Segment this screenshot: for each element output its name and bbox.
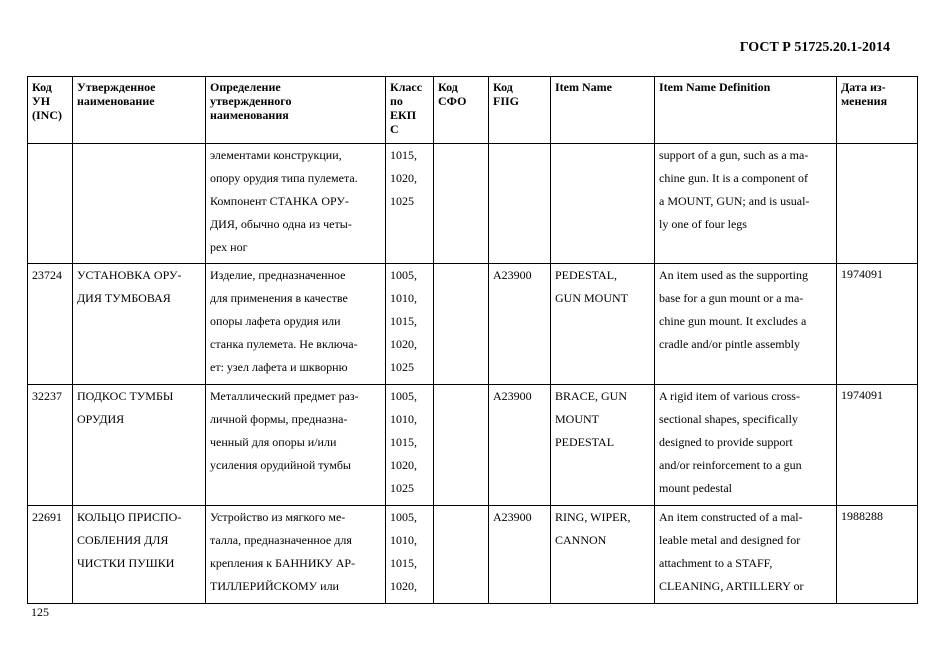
cell-name xyxy=(73,144,206,264)
header-item-def xyxy=(655,77,837,144)
header-line: по xyxy=(390,94,403,108)
header-line: Код xyxy=(438,80,458,94)
cell-definition xyxy=(206,144,386,264)
cell-line: a MOUNT, GUN; and is usual- xyxy=(659,194,810,208)
cell-text: A23900 xyxy=(493,389,532,403)
cell-line: chine gun mount. It excludes a xyxy=(659,314,807,328)
document-standard-title: ГОСТ Р 51725.20.1-2014 xyxy=(739,40,890,55)
cell-line: mount pedestal xyxy=(659,481,732,495)
cell-line: усиления орудийной тумбы xyxy=(210,458,351,472)
cell-line: Металлический предмет раз- xyxy=(210,389,359,403)
cell-line: опору орудия типа пулемета. xyxy=(210,171,358,185)
cell-line: 1010, xyxy=(390,291,417,305)
cell-definition xyxy=(206,264,386,385)
cell-fiig xyxy=(489,144,551,264)
cell-line: CANNON xyxy=(555,533,607,547)
cell-line: Изделие, предназначенное xyxy=(210,268,346,282)
cell-line: 1020, xyxy=(390,458,417,472)
cell-definition xyxy=(206,385,386,506)
cell-line: 1020, xyxy=(390,171,417,185)
cell-line: PEDESTAL, xyxy=(555,268,618,282)
cell-line: sectional shapes, specifically xyxy=(659,412,798,426)
cell-text: A23900 xyxy=(493,268,532,282)
header-line: Код xyxy=(32,80,52,94)
cell-fiig xyxy=(489,385,551,506)
cell-item-def xyxy=(655,506,837,604)
header-sfo xyxy=(434,77,489,144)
cell-name xyxy=(73,264,206,385)
cell-sfo xyxy=(434,264,489,385)
page-number: 125 xyxy=(31,605,49,619)
cell-line: 1015, xyxy=(390,314,417,328)
cell-line: опоры лафета орудия или xyxy=(210,314,341,328)
header-line: ЕКП xyxy=(390,108,417,122)
cell-inc xyxy=(28,144,73,264)
cell-line: ЧИСТКИ ПУШКИ xyxy=(77,556,175,570)
cell-line: attachment to a STAFF, xyxy=(659,556,773,570)
cell-text: 32237 xyxy=(32,389,62,403)
cell-line: An item used as the supporting xyxy=(659,268,808,282)
cell-text: A23900 xyxy=(493,510,532,524)
cell-line: leable metal and designed for xyxy=(659,533,801,547)
header-class xyxy=(386,77,434,144)
header-line: Item Name Definition xyxy=(659,80,771,94)
header-date xyxy=(837,77,918,144)
cell-line: ет: узел лафета и шкворню xyxy=(210,360,348,374)
cell-date xyxy=(837,506,918,604)
cell-line: ченный для опоры и/или xyxy=(210,435,337,449)
cell-sfo xyxy=(434,385,489,506)
header-line: Класс xyxy=(390,80,423,94)
cell-line: ПОДКОС ТУМБЫ xyxy=(77,389,174,403)
cell-text: 22691 xyxy=(32,510,62,524)
cell-line: ДИЯ, обычно одна из четы- xyxy=(210,217,352,231)
cell-line: крепления к БАННИКУ АР- xyxy=(210,556,356,570)
cell-line: ly one of four legs xyxy=(659,217,747,231)
header-line: утвержденного xyxy=(210,94,292,108)
cell-date xyxy=(837,385,918,506)
cell-line: 1005, xyxy=(390,510,417,524)
cell-line: СОБЛЕНИЯ ДЛЯ xyxy=(77,533,169,547)
table-row xyxy=(28,264,918,385)
header-line: Код xyxy=(493,80,513,94)
cell-line: PEDESTAL xyxy=(555,435,615,449)
header-name xyxy=(73,77,206,144)
cell-line: талла, предназначенное для xyxy=(210,533,352,547)
cell-line: 1025 xyxy=(390,194,414,208)
cell-line: designed to provide support xyxy=(659,435,793,449)
header-line: Item Name xyxy=(555,80,612,94)
cell-text: 1988288 xyxy=(841,509,883,523)
header-line: УН xyxy=(32,94,51,108)
cell-line: 1020, xyxy=(390,579,417,593)
cell-line: 1015, xyxy=(390,148,417,162)
cell-class xyxy=(386,264,434,385)
header-inc xyxy=(28,77,73,144)
cell-line: ТИЛЛЕРИЙСКОМУ или xyxy=(210,579,339,593)
cell-line: chine gun. It is a component of xyxy=(659,171,808,185)
cell-date xyxy=(837,144,918,264)
cell-line: УСТАНОВКА ОРУ- xyxy=(77,268,182,282)
cell-line: ДИЯ ТУМБОВАЯ xyxy=(77,291,171,305)
cell-line: support of a gun, such as a ma- xyxy=(659,148,809,162)
cell-line: 1020, xyxy=(390,337,417,351)
cell-item-name xyxy=(551,264,655,385)
cell-definition xyxy=(206,506,386,604)
cell-line: A rigid item of various cross- xyxy=(659,389,800,403)
cell-line: 1010, xyxy=(390,533,417,547)
header-line: (INC) xyxy=(32,108,62,122)
header-line: Дата из- xyxy=(841,80,886,94)
cell-line: 1015, xyxy=(390,556,417,570)
cell-text: 1974091 xyxy=(841,267,883,281)
cell-line: base for a gun mount or a ma- xyxy=(659,291,804,305)
cell-line: MOUNT xyxy=(555,412,599,426)
header-line: Определение xyxy=(210,80,281,94)
cell-fiig xyxy=(489,506,551,604)
cell-line: An item constructed of a mal- xyxy=(659,510,803,524)
cell-line: CLEANING, ARTILLERY or xyxy=(659,579,804,593)
header-line: FIIG xyxy=(493,94,520,108)
cell-line: станка пулемета. Не включа- xyxy=(210,337,358,351)
cell-sfo xyxy=(434,506,489,604)
header-line: наименования xyxy=(210,108,289,122)
cell-line: and/or reinforcement to a gun xyxy=(659,458,802,472)
cell-line: Компонент СТАНКА ОРУ- xyxy=(210,194,349,208)
table-row xyxy=(28,385,918,506)
cell-line: для применения в качестве xyxy=(210,291,348,305)
cell-item-def xyxy=(655,385,837,506)
catalog-table xyxy=(27,76,918,604)
cell-line: RING, WIPER, xyxy=(555,510,631,524)
cell-item-name xyxy=(551,385,655,506)
cell-class xyxy=(386,144,434,264)
cell-name xyxy=(73,385,206,506)
cell-line: cradle and/or pintle assembly xyxy=(659,337,800,351)
cell-item-def xyxy=(655,264,837,385)
header-line: СФО xyxy=(438,94,467,108)
header-fiig xyxy=(489,77,551,144)
cell-line: 1005, xyxy=(390,389,417,403)
cell-line: 1005, xyxy=(390,268,417,282)
table-header-row xyxy=(28,77,918,144)
cell-line: КОЛЬЦО ПРИСПО- xyxy=(77,510,182,524)
cell-text: 23724 xyxy=(32,268,62,282)
cell-line: BRACE, GUN xyxy=(555,389,628,403)
cell-line: ОРУДИЯ xyxy=(77,412,125,426)
cell-line: GUN MOUNT xyxy=(555,291,628,305)
cell-inc xyxy=(28,264,73,385)
cell-inc xyxy=(28,506,73,604)
header-line: С xyxy=(390,122,399,136)
cell-item-name xyxy=(551,506,655,604)
cell-line: Устройство из мягкого ме- xyxy=(210,510,346,524)
cell-item-name xyxy=(551,144,655,264)
cell-date xyxy=(837,264,918,385)
header-item-name xyxy=(551,77,655,144)
cell-line: рех ног xyxy=(210,240,248,254)
cell-line: 1025 xyxy=(390,360,414,374)
header-line: менения xyxy=(841,94,888,108)
cell-fiig xyxy=(489,264,551,385)
table-row xyxy=(28,506,918,604)
cell-line: 1025 xyxy=(390,481,414,495)
header-definition xyxy=(206,77,386,144)
cell-class xyxy=(386,385,434,506)
table-row xyxy=(28,144,918,264)
header-line: наименование xyxy=(77,94,155,108)
cell-line: личной формы, предназна- xyxy=(210,412,348,426)
header-line: Утвержденное xyxy=(77,80,156,94)
cell-sfo xyxy=(434,144,489,264)
cell-inc xyxy=(28,385,73,506)
cell-line: 1010, xyxy=(390,412,417,426)
cell-line: 1015, xyxy=(390,435,417,449)
cell-class xyxy=(386,506,434,604)
cell-item-def xyxy=(655,144,837,264)
cell-line: элементами конструкции, xyxy=(210,148,342,162)
cell-text: 1974091 xyxy=(841,388,883,402)
cell-name xyxy=(73,506,206,604)
